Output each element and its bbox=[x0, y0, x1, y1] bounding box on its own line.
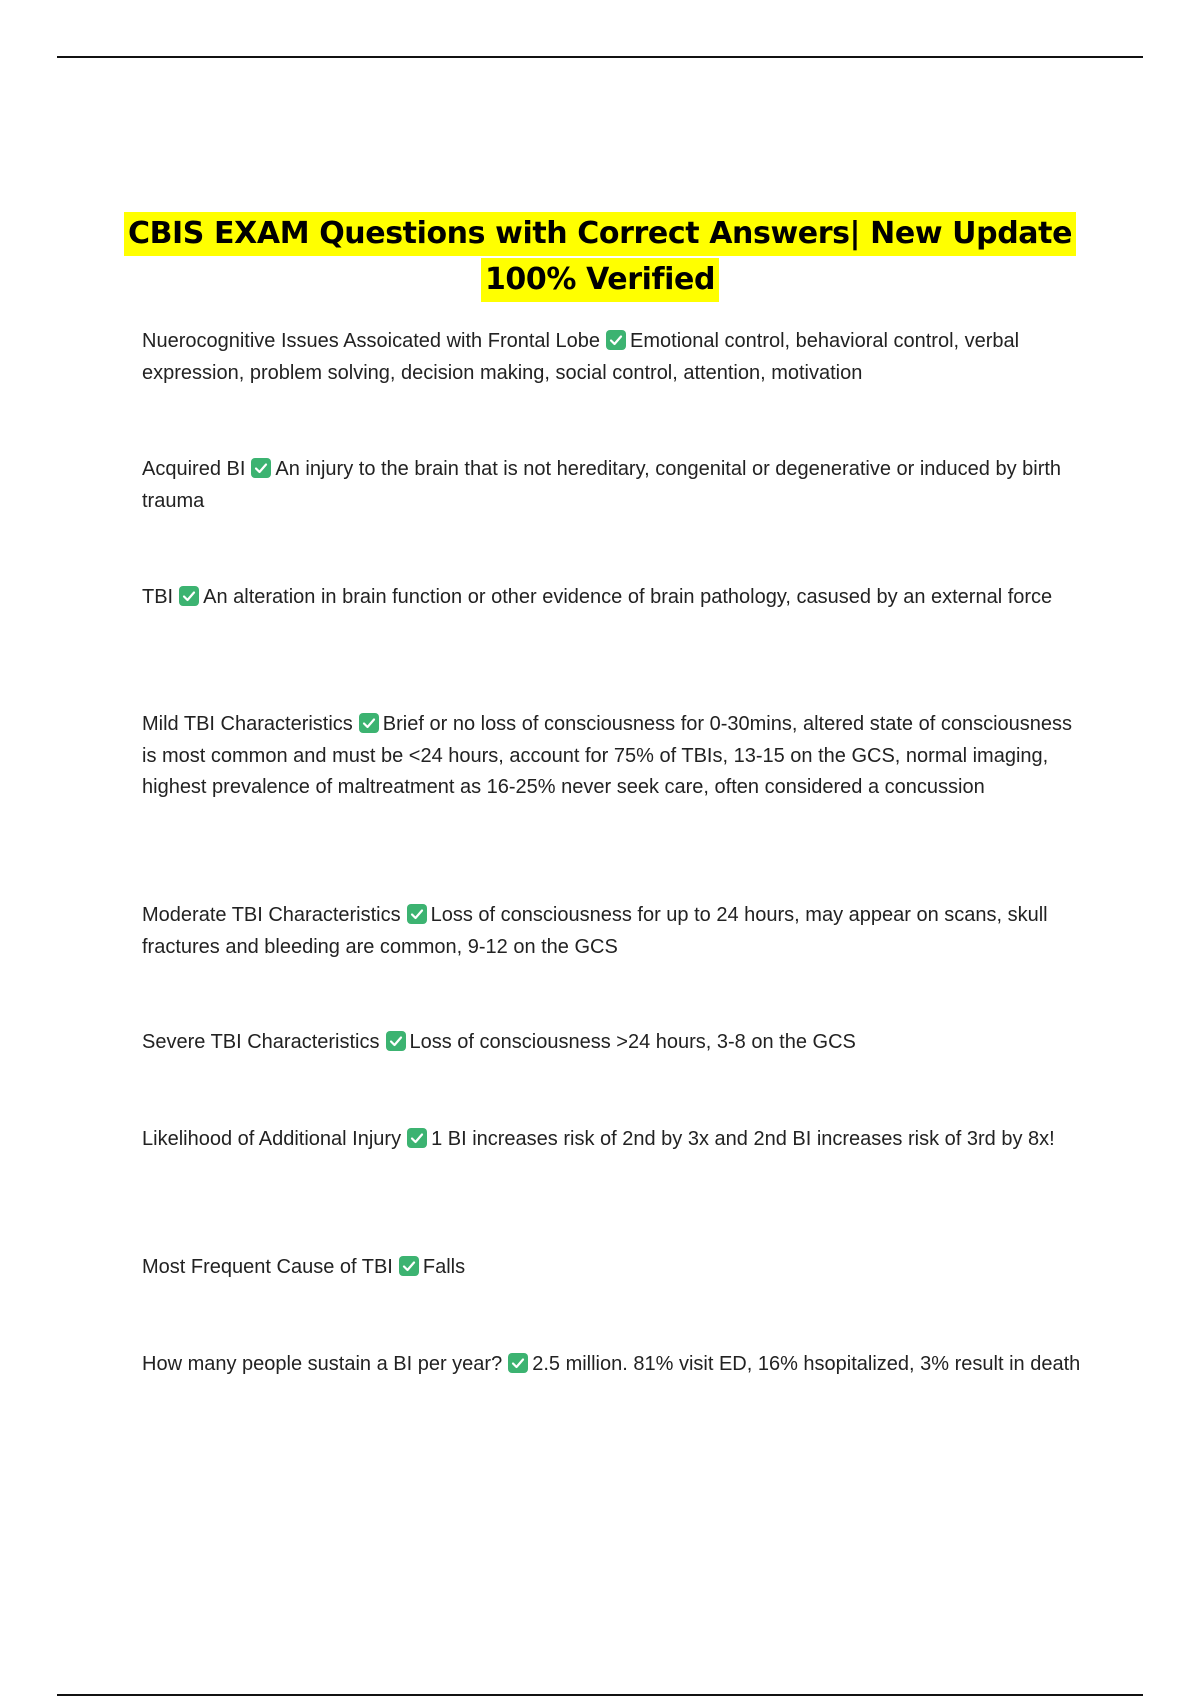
qa-entry-frontal-lobe bbox=[142, 326, 1082, 389]
title-line-2: 100% Verified bbox=[481, 258, 719, 302]
top-divider bbox=[57, 56, 1143, 58]
entry-answer: Loss of consciousness for up to 24 hours, may appear on scans, skull fractures and bleeding are common, 9-12 on the GCS bbox=[142, 904, 1048, 958]
qa-entry-frequent-cause bbox=[142, 1252, 1082, 1284]
check-icon bbox=[359, 713, 379, 733]
entry-term: TBI bbox=[142, 586, 174, 608]
document-title bbox=[100, 212, 1100, 302]
check-icon bbox=[407, 904, 427, 924]
entry-term: Nuerocognitive Issues Assoicated with Frontal Lobe bbox=[142, 330, 601, 352]
entry-answer: Emotional control, behavioral control, verbal expression, problem solving, decision making, social control, attention, motivation bbox=[142, 330, 1020, 384]
qa-entry-additional-injury bbox=[142, 1124, 1082, 1156]
qa-entry-mild-tbi bbox=[142, 709, 1082, 804]
check-icon bbox=[386, 1031, 406, 1051]
qa-entry-severe-tbi bbox=[142, 1027, 1082, 1059]
entry-term: How many people sustain a BI per year? bbox=[142, 1353, 503, 1375]
entry-term: Likelihood of Additional Injury bbox=[142, 1128, 402, 1150]
bottom-divider bbox=[57, 1694, 1143, 1696]
entry-answer: Falls bbox=[422, 1256, 466, 1278]
check-icon bbox=[399, 1256, 419, 1276]
check-icon bbox=[407, 1128, 427, 1148]
qa-entry-acquired-bi bbox=[142, 454, 1082, 517]
entry-term: Moderate TBI Characteristics bbox=[142, 904, 401, 926]
qa-entry-moderate-tbi bbox=[142, 900, 1082, 963]
qa-entry-bi-per-year bbox=[142, 1349, 1082, 1381]
check-icon bbox=[606, 330, 626, 350]
entry-answer: An alteration in brain function or other evidence of brain pathology, casused by an external force bbox=[203, 586, 1053, 608]
check-icon bbox=[251, 458, 271, 478]
entry-answer: Brief or no loss of consciousness for 0-30mins, altered state of consciousness is most common and must be <24 hours, account for 75% of TBIs, 13-15 on the GCS, normal imaging, highest prevalence of maltreatment as 16-25% never seek care, often considered a concussion bbox=[142, 713, 1073, 798]
qa-entry-tbi bbox=[142, 582, 1082, 614]
entry-answer: An injury to the brain that is not hereditary, congenital or degenerative or induced by birth trauma bbox=[142, 458, 1062, 512]
entry-term: Severe TBI Characteristics bbox=[142, 1031, 380, 1053]
check-icon bbox=[179, 586, 199, 606]
entry-answer: 1 BI increases risk of 2nd by 3x and 2nd BI increases risk of 3rd by 8x! bbox=[431, 1128, 1055, 1150]
entry-answer: 2.5 million. 81% visit ED, 16% hsopitalized, 3% result in death bbox=[532, 1353, 1081, 1375]
check-icon bbox=[508, 1353, 528, 1373]
entry-term: Most Frequent Cause of TBI bbox=[142, 1256, 393, 1278]
title-line-1: CBIS EXAM Questions with Correct Answers| New Update bbox=[124, 212, 1076, 256]
entry-answer: Loss of consciousness >24 hours, 3-8 on the GCS bbox=[409, 1031, 856, 1053]
entry-term: Mild TBI Characteristics bbox=[142, 713, 353, 735]
entry-term: Acquired BI bbox=[142, 458, 246, 480]
